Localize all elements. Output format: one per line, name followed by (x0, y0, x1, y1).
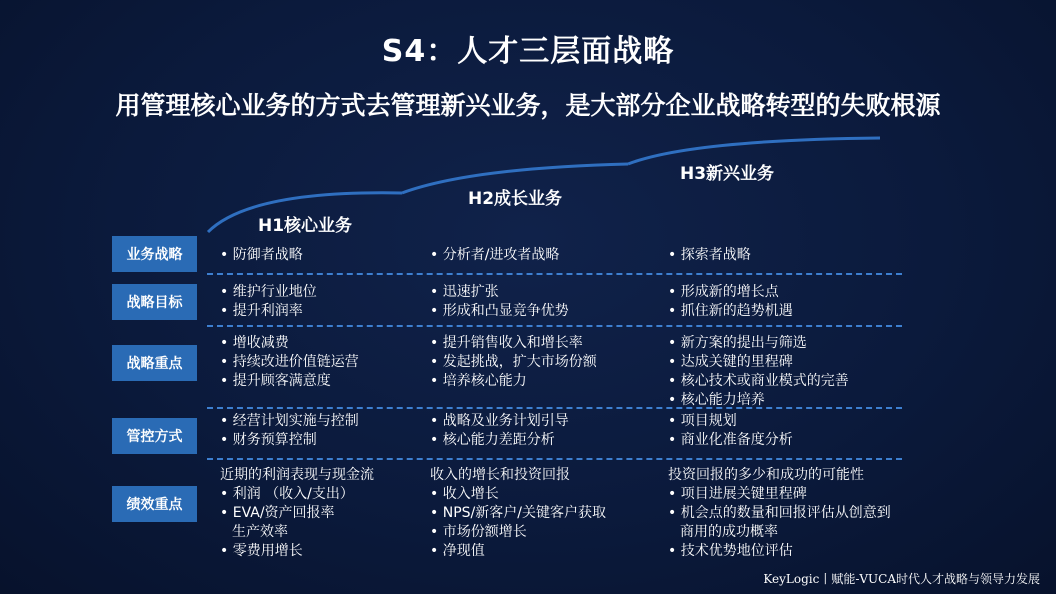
bullet-item: • 迅速扩张 (430, 283, 569, 302)
cell-control-mode-h2 (430, 412, 569, 450)
horizon-h2-label: H2成长业务 (468, 189, 563, 209)
bullet-item: • 财务预算控制 (220, 431, 359, 450)
bullet-item: • 核心能力差距分析 (430, 431, 569, 450)
bullet-item: • 发起挑战，扩大市场份额 (430, 353, 597, 372)
row-divider (207, 273, 902, 275)
bullet-item: • 战略及业务计划引导 (430, 412, 569, 431)
row-label-performance-focus: 绩效重点 (112, 486, 197, 522)
bullet-item: • 商业化准备度分析 (668, 431, 793, 450)
page-subtitle: 用管理核心业务的方式去管理新兴业务，是大部分企业战略转型的失败根源 (115, 91, 941, 120)
bullet-item: • 提升利润率 (220, 302, 317, 321)
row-label-control-mode: 管控方式 (112, 418, 197, 454)
bullet-item: • 探索者战略 (668, 246, 751, 265)
cell-text: 生产效率 (232, 524, 288, 540)
bullet-item: • 维护行业地位 (220, 283, 317, 302)
bullet-item: • 核心技术或商业模式的完善 (668, 372, 849, 391)
cell-strategic-focus-h1 (220, 334, 359, 391)
row-label-business-strategy: 业务战略 (112, 236, 197, 272)
bullet-item: • 收入增长 (430, 485, 606, 504)
bullet-item: • 零费用增长 (220, 542, 374, 561)
cell-performance-focus-h2 (430, 466, 606, 561)
cell-text: 投资回报的多少和成功的可能性 (668, 467, 864, 483)
row-divider (207, 325, 902, 327)
bullet-item: • 形成新的增长点 (668, 283, 793, 302)
cell-business-strategy-h2 (430, 246, 559, 265)
bullet-item: • 项目进展关键里程碑 (668, 485, 891, 504)
bullet-item: • 提升顾客满意度 (220, 372, 359, 391)
bullet-item: • NPS/新客户/关键客户获取 (430, 504, 606, 523)
row-label-strategic-focus: 战略重点 (112, 345, 197, 381)
cell-control-mode-h1 (220, 412, 359, 450)
footer-credit: KeyLogic丨赋能-VUCA时代人才战略与领导力发展 (763, 572, 1040, 586)
bullet-item: • 培养核心能力 (430, 372, 597, 391)
bullet-item: • 技术优势地位评估 (668, 542, 891, 561)
cell-control-mode-h3 (668, 412, 793, 450)
row-label-strategic-goals: 战略目标 (112, 284, 197, 320)
bullet-item: • 防御者战略 (220, 246, 303, 265)
horizon-h1-label: H1核心业务 (258, 216, 353, 236)
row-divider (207, 458, 902, 460)
cell-strategic-goals-h1 (220, 283, 317, 321)
cell-business-strategy-h3 (668, 246, 751, 265)
cell-text: 近期的利润表现与现金流 (220, 467, 374, 483)
bullet-item: • 分析者/进攻者战略 (430, 246, 559, 265)
cell-strategic-focus-h3 (668, 334, 849, 410)
bullet-item: • 核心能力培养 (668, 391, 849, 410)
bullet-item: • 提升销售收入和增长率 (430, 334, 597, 353)
bullet-item: • 新方案的提出与筛选 (668, 334, 849, 353)
horizon-h3-label: H3新兴业务 (680, 164, 775, 184)
page-title: S4：人才三层面战略 (381, 34, 675, 69)
bullet-item: • 利润 （收入/支出） (220, 485, 374, 504)
bullet-item: • 增收减费 (220, 334, 359, 353)
bullet-item: • 市场份额增长 (430, 523, 606, 542)
bullet-item: • 净现值 (430, 542, 606, 561)
cell-text: 商用的成功概率 (680, 524, 778, 540)
cell-performance-focus-h1 (220, 466, 374, 561)
bullet-item: • 达成关键的里程碑 (668, 353, 849, 372)
cell-strategic-goals-h2 (430, 283, 569, 321)
bullet-item: • 经营计划实施与控制 (220, 412, 359, 431)
cell-strategic-goals-h3 (668, 283, 793, 321)
cell-business-strategy-h1 (220, 246, 303, 265)
cell-strategic-focus-h2 (430, 334, 597, 391)
cell-text: 收入的增长和投资回报 (430, 467, 570, 483)
bullet-item: • 形成和凸显竞争优势 (430, 302, 569, 321)
bullet-item: • 抓住新的趋势机遇 (668, 302, 793, 321)
cell-performance-focus-h3 (668, 466, 891, 561)
bullet-item: • EVA/资产回报率 (220, 504, 374, 523)
bullet-item: • 项目规划 (668, 412, 793, 431)
bullet-item: • 机会点的数量和回报评估从创意到 (668, 504, 891, 523)
bullet-item: • 持续改进价值链运营 (220, 353, 359, 372)
